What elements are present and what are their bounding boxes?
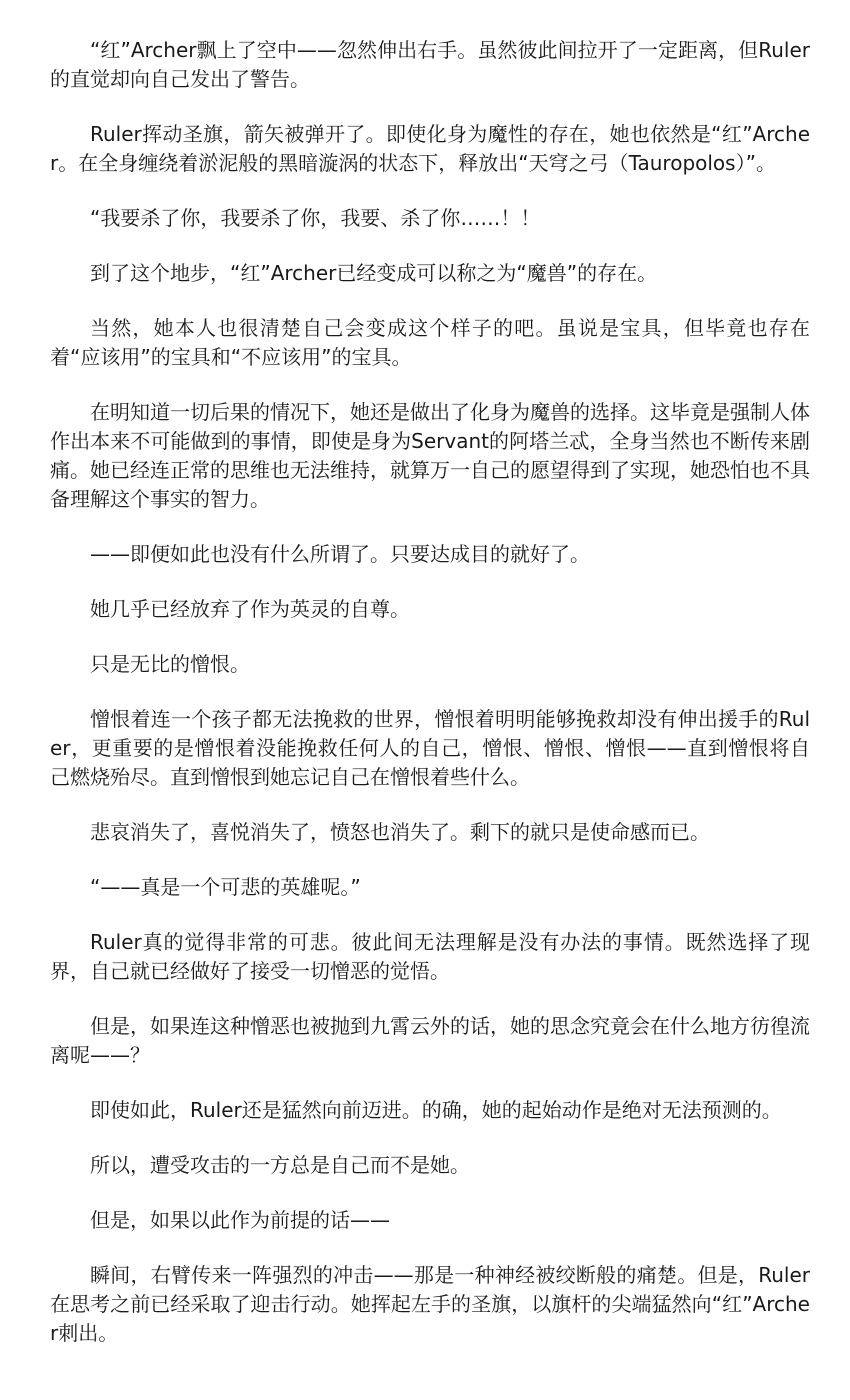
paragraph: 只是无比的憎恨。 xyxy=(90,652,250,676)
paragraph: “——真是一个可悲的英雄呢。” xyxy=(90,875,361,899)
document-page xyxy=(50,36,810,1348)
paragraph: 悲哀消失了，喜悦消失了，愤怒也消失了。剩下的就只是使命感而已。 xyxy=(90,820,710,844)
paragraph: Ruler挥动圣旗，箭矢被弹开了。即使化身为魔性的存在，她也依然是“红”Archer。在全身缠绕着淤泥般的黑暗漩涡的状态下，释放出“天穹之弓（Tauropolos）”。 xyxy=(50,122,810,175)
paragraph: 即使如此，Ruler还是猛然向前迈进。的确，她的起始动作是绝对无法预测的。 xyxy=(90,1098,782,1122)
paragraph: 瞬间，右臂传来一阵强烈的冲击——那是一种神经被绞断般的痛楚。但是，Ruler在思考之前已经采取了迎击行动。她挥起左手的圣旗，以旗杆的尖端猛然向“红”Archer刺出。 xyxy=(50,1263,810,1345)
paragraph: Ruler真的觉得非常的可悲。彼此间无法理解是没有办法的事情。既然选择了现界，自己就已经做好了接受一切憎恶的觉悟。 xyxy=(50,930,810,983)
paragraph: 但是，如果以此作为前提的话—— xyxy=(90,1208,390,1232)
paragraph: 憎恨着连一个孩子都无法挽救的世界，憎恨着明明能够挽救却没有伸出援手的Ruler，更重要的是憎恨着没能挽救任何人的自己，憎恨、憎恨、憎恨——直到憎恨将自己燃烧殆尽。直到憎恨到她忘记自己在憎恨着些什么。 xyxy=(50,707,810,789)
paragraph: “红”Archer飘上了空中——忽然伸出右手。虽然彼此间拉开了一定距离，但Ruler的直觉却向自己发出了警告。 xyxy=(50,38,810,91)
paragraph: 到了这个地步，“红”Archer已经变成可以称之为“魔兽”的存在。 xyxy=(90,261,658,285)
paragraph: “我要杀了你，我要杀了你，我要、杀了你……！！ xyxy=(90,206,541,230)
paragraph: 当然，她本人也很清楚自己会变成这个样子的吧。虽说是宝具，但毕竟也存在着“应该用”的宝具和“不应该用”的宝具。 xyxy=(50,316,810,369)
paragraph: 她几乎已经放弃了作为英灵的自尊。 xyxy=(90,597,410,621)
paragraph: 但是，如果连这种憎恶也被抛到九霄云外的话，她的思念究竟会在什么地方彷徨流离呢——？ xyxy=(50,1014,810,1067)
paragraph: 在明知道一切后果的情况下，她还是做出了化身为魔兽的选择。这毕竟是强制人体作出本来不可能做到的事情，即使是身为Servant的阿塔兰忒，全身当然也不断传来剧痛。她已经连正常的思维也无法维持，就算万一自己的愿望得到了实现，她恐怕也不具备理解这个事实的智力。 xyxy=(50,400,810,511)
paragraph: 所以，遭受攻击的一方总是自己而不是她。 xyxy=(90,1153,470,1177)
paragraph: ——即便如此也没有什么所谓了。只要达成目的就好了。 xyxy=(90,542,590,566)
